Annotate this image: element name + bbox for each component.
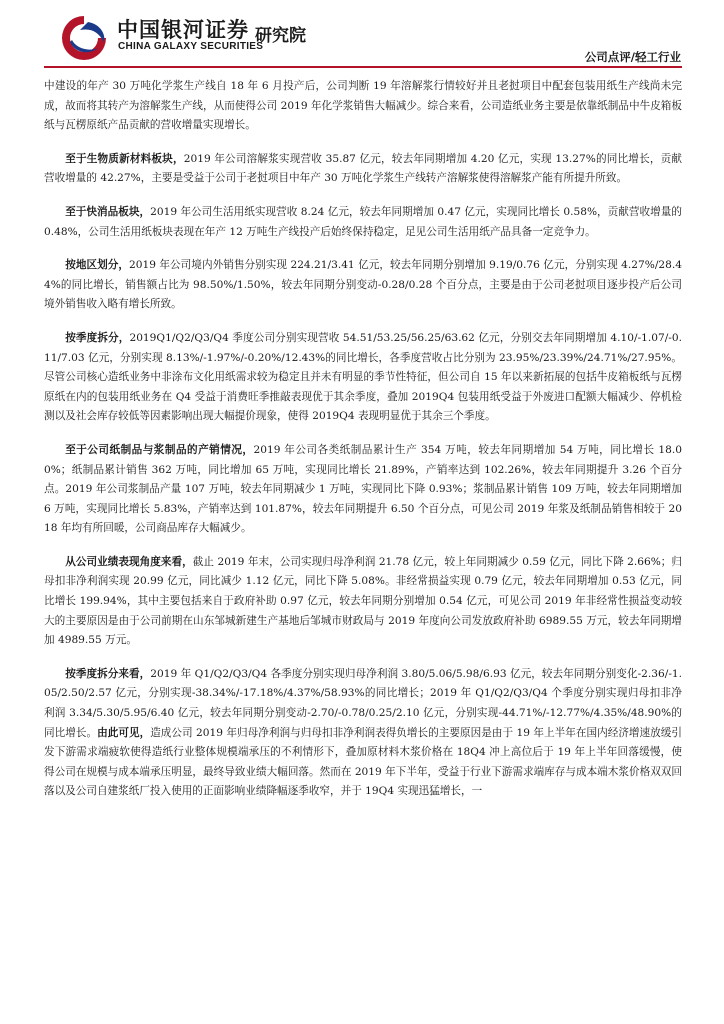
paragraph-biomass-materials	[44, 150, 682, 189]
galaxy-logo-icon	[58, 12, 110, 60]
paragraph-text: 2019 年公司生活用纸实现营收 8.24 亿元，较去年同期增加 0.47 亿元，实现同比增长 0.58%，贡献营收增量的 0.48%，公司生活用纸板块表现在年产 12 万吨生产线投产后始终保持稳定，足见公司生活用纸产品具备一定竞争力。	[44, 205, 682, 238]
paragraph-text: 2019 年 Q1/Q2/Q3/Q4 各季度分别实现归母净利润 3.80/5.06/5.98/6.93 亿元，较去年同期分别变化-2.36/-1.05/2.50/2.57 亿元，分别实现-38.34%/-17.18%/4.37%/58.93%的同比增长；2019 年 Q1/Q2/Q3/Q4 个季度分别实现归母扣非净利润 3.34/5.30/5.95/6.40 亿元，较去年同期分别变动-2.70/-0.78/0.25/2.10 亿元，分别实现-44.71%/-12.77%/4.35%/48.90%的同比增长。	[44, 667, 683, 739]
paragraph-text: 2019 年公司境内外销售分别实现 224.21/3.41 亿元，较去年同期分别增加 9.19/0.76 亿元，分别实现 4.27%/28.44%的同比增长，销售额占比为 98.50%/1.50%，较去年同期分别变动-0.28/0.28 个百分点，主要是由于公司老挝项目逐步投产后公司境外销售收入略有增长所致。	[44, 259, 682, 311]
paragraph-by-region	[44, 256, 682, 315]
paragraph-lead: 按季度拆分来看，	[65, 667, 151, 680]
paragraph-by-quarter-profit	[44, 665, 682, 802]
paragraph-earnings-performance	[44, 553, 682, 651]
logo-english-name: CHINA GALAXY SECURITIES	[118, 41, 264, 52]
header-divider	[44, 66, 682, 68]
report-body	[44, 77, 682, 816]
paragraph-lead: 至于公司纸制品与浆制品的产销情况，	[65, 443, 254, 456]
paragraph-lead: 按地区划分，	[65, 259, 130, 272]
report-category: 公司点评/轻工行业	[584, 50, 681, 64]
paragraph-text-continued: 造成公司 2019 年归母净利润与归母扣非净利润表得负增长的主要原因是由于 19 年上半年在国内经济增速放缓引发下游需求端疲软使得造纸行业整体规模端承压的不利情形下，叠加原材料木浆价格在 18Q4 冲上高位后于 19 年上半年回落缓慢，使得公司在规模与成本端承压明显，最终导致业绩大幅回落。然而在 2019 年下半年，受益于行业下游需求端库存与成本端木浆价格双双回落以及公司自建浆纸厂投入使用的正面影响业绩降幅逐季收窄，并于 19Q4 实现迅猛增长，一	[44, 726, 683, 798]
paragraph-lead: 至于快消品板块，	[65, 205, 151, 218]
paragraph-lead: 从公司业绩表现角度来看，	[65, 555, 193, 568]
paragraph-text: 2019 年公司各类纸制品累计生产 354 万吨，较去年同期增加 54 万吨，同比增长 18.00%；纸制品累计销售 362 万吨，同比增加 65 万吨，实现同比增长 21.89%，产销率达到 102.26%，较去年同期提升 3.26 个百分点。2019 年公司浆制品产量 107 万吨，较去年同期减少 1 万吨，实现同比下降 0.93%；浆制品累计销售 109 万吨，较去年同期增加 6 万吨，实现同比增长 5.83%，产销率达到 101.87%，较去年同期提升 6.50 个百分点，可见公司 2019 年浆及纸制品销售相较于 2018 年均有所回暖，公司商品库存大幅减少。	[44, 443, 682, 535]
paragraph-lead: 按季度拆分，	[65, 331, 130, 344]
paragraph-text: 2019Q1/Q2/Q3/Q4 季度公司分别实现营收 54.51/53.25/56.25/63.62 亿元，分别交去年同期增加 4.10/-1.07/-0.11/7.03 亿元，分别实现 8.13%/-1.97%/-0.20%/12.43%的同比增长，各季度营收占比分别为 23.95%/23.39%/24.71%/27.95%。尽管公司核心造纸业务中非涂布文化用纸需求较为稳定且并未有明显的季节性特征，但公司自 15 年以来新拓展的包括牛皮箱板纸与瓦楞原纸在内的包装用纸业务在 Q4 受益于消费旺季推敲表现优于其余季度，叠加 2019Q4 包装用纸受益于外废进口配额大幅减少、停机检测以及社会库存较低等因素影响出现大幅提价现象，使得 2019Q4 表现明显优于其余三个季度。	[44, 331, 682, 423]
paragraph-production-sales	[44, 441, 682, 539]
report-header	[0, 0, 724, 70]
institute-label: 研究院	[255, 26, 306, 46]
paragraph-inline-lead: 由此可见，	[97, 726, 151, 739]
paragraph-by-quarter-revenue	[44, 329, 682, 427]
paragraph-text: 2019 年公司溶解浆实现营收 35.87 亿元，较去年同期增加 4.20 亿元，实现 13.27%的同比增长，贡献营收增量的 42.27%，主要是受益于公司于老挝项目中年产 30 万吨化学浆生产线转产溶解浆使得溶解浆产能有所提升所致。	[44, 152, 682, 185]
paragraph-consumer-goods	[44, 203, 682, 242]
paragraph-lead: 至于生物质新材料板块，	[65, 152, 184, 165]
logo-chinese-name: 中国银河证券	[117, 18, 249, 42]
paragraph-text: 中建设的年产 30 万吨化学浆生产线自 18 年 6 月投产后，公司判断 19 年溶解浆行情较好并且老挝项目中配套包装用纸生产线尚未完成，故而将其转产为溶解浆生产线，从而使得公司 2019 年化学浆销售大幅减少。综合来看，公司造纸业务主要是依靠纸制品中牛皮箱板纸与瓦楞原纸产品贡献的营收增量实现增长。	[44, 80, 682, 132]
paragraph-text: 截止 2019 年末，公司实现归母净利润 21.78 亿元，较上年同期减少 0.59 亿元，同比下降 2.66%；归母扣非净利润实现 20.99 亿元，同比减少 1.12 亿元，同比下降 5.08%。非经常损益实现 0.79 亿元，较去年同期增加 0.53 亿元，同比增长 199.94%，其中主要包括来自于政府补助 0.97 亿元，较去年同期分别增加 0.54 亿元，可见公司 2019 年非经常性损益变动较大的主要原因是由于公司前期在山东邹城新建生产基地后邹城市财政局与 2019 年度向公司发放政府补助 6989.55 万元，较去年同期增加 4989.55 万元。	[44, 555, 682, 647]
paragraph-papermaking-summary	[44, 77, 682, 136]
